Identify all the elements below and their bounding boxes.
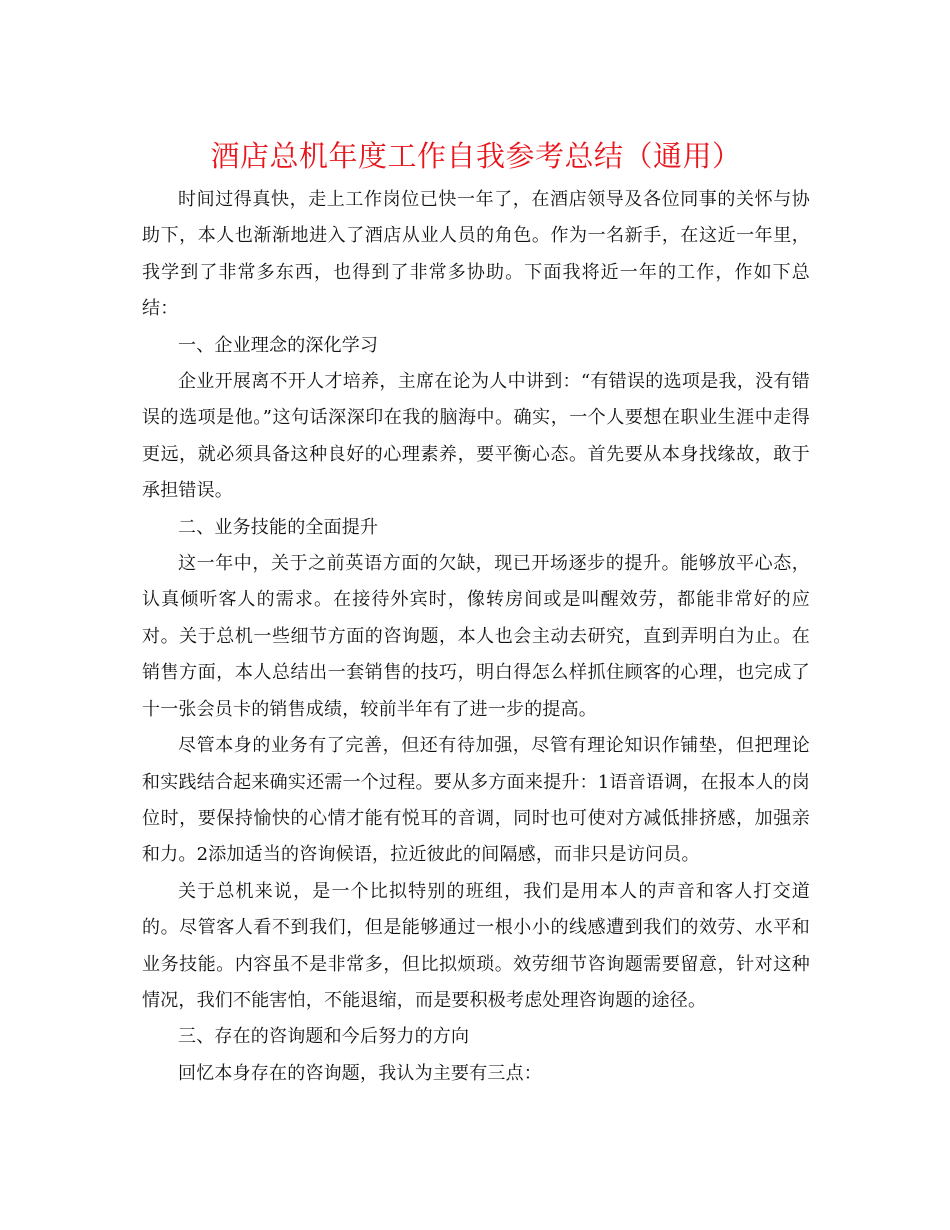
- paragraph-skills: 这一年中，关于之前英语方面的欠缺，现已开场逐步的提升。能够放平心态，认真倾听客人的需求。在接待外宾时，像转房间或是叫醒效劳，都能非常好的应对。关于总机一些细节方面的咨询题，本人也会主动去研究，直到弄明白为止。在销售方面，本人总结出一套销售的技巧，明白得怎么样抓住顾客的心理，也完成了十一张会员卡的销售成绩，较前半年有了进一步的提高。: [142, 553, 810, 720]
- section-heading-1: 一、企业理念的深化学习: [178, 334, 379, 356]
- document-title: 酒店总机年度工作自我参考总结（通用）: [210, 139, 742, 173]
- section-heading-3: 三、存在的咨询题和今后努力的方向: [178, 1026, 470, 1048]
- paragraph-switchboard: 关于总机来说，是一个比拟特别的班组，我们是用本人的声音和客人打交道的。尽管客人看不到我们，但是能够通过一根小小的线感遭到我们的效劳、水平和业务技能。内容虽不是非常多，但比拟烦琐。效劳细节咨询题需要留意，针对这种情况，我们不能害怕，不能退缩，而是要积极考虑处理咨询题的途径。: [142, 880, 810, 1011]
- paragraph-improvement: 尽管本身的业务有了完善，但还有待加强，尽管有理论知识作铺垫，但把理论和实践结合起来确实还需一个过程。要从多方面来提升：1语音语调，在报本人的岗位时，要保持愉快的心情才能有悦耳的音调，同时也可使对方减低排挤感，加强亲和力。2添加适当的咨询候语，拉近彼此的间隔感，而非只是访问员。: [142, 735, 810, 866]
- paragraph-problems: 回忆本身存在的咨询题，我认为主要有三点：: [178, 1062, 542, 1084]
- paragraph-intro: 时间过得真快，走上工作岗位已快一年了，在酒店领导及各位同事的关怀与协助下，本人也渐渐地进入了酒店从业人员的角色。作为一名新手，在这近一年里，我学到了非常多东西，也得到了非常多协助。下面我将近一年的工作，作如下总结：: [142, 189, 810, 320]
- section-heading-2: 二、业务技能的全面提升: [178, 516, 379, 538]
- paragraph-philosophy: 企业开展离不开人才培养，主席在论为人中讲到：“有错误的选项是我，没有错误的选项是他。”这句话深深印在我的脑海中。确实，一个人要想在职业生涯中走得更远，就必须具备这种良好的心理素养，要平衡心态。首先要从本身找缘故，敢于承担错误。: [142, 371, 810, 502]
